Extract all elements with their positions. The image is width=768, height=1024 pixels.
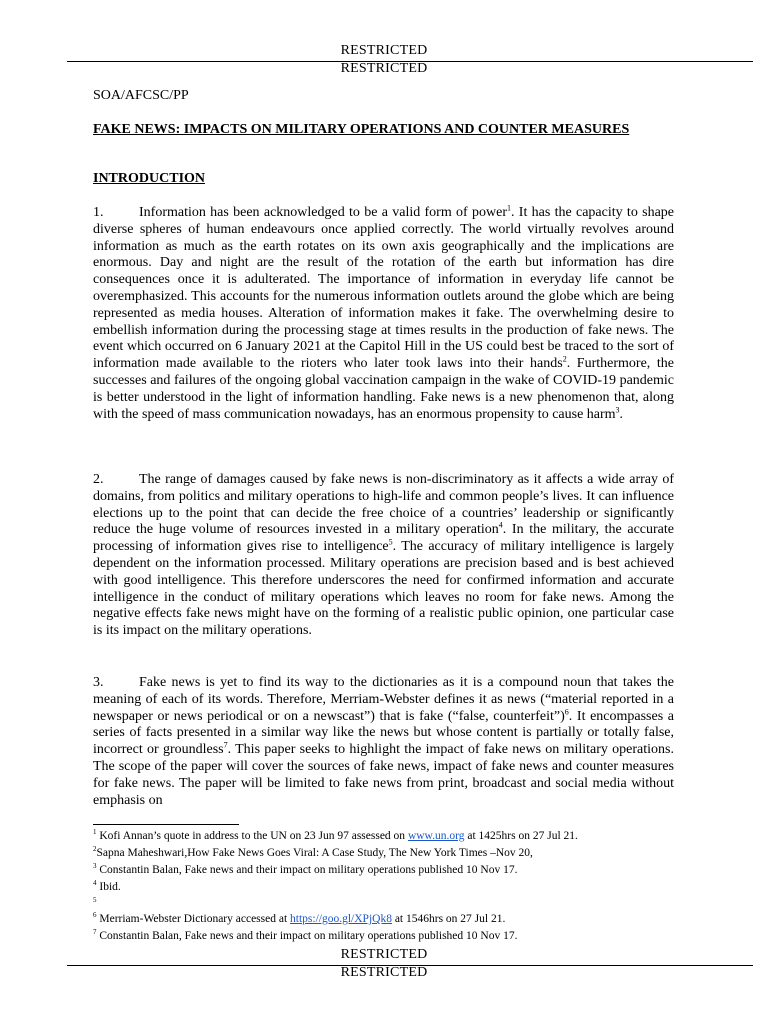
footnote-text: at 1546hrs on 27 Jul 21.: [391, 913, 506, 925]
footnote-6: [93, 911, 713, 928]
footnote-ref: 7: [223, 740, 228, 750]
footer-classification-top: RESTRICTED: [340, 947, 428, 962]
footnote-mark: 1: [93, 828, 97, 837]
paragraph-text: The range of damages caused by fake news is non-discriminatory as it affects a wide array of domains, from politics and military operations to high-life and common people’s lives. It can influence elections up to the point that can decide the free choice of a countries’ leadership or significantly reduce the huge volume of resources invested in a military operation: [93, 472, 674, 538]
footnote-mark: 7: [93, 928, 97, 937]
document-reference: SOA/AFCSC/PP: [93, 88, 189, 103]
footnote-mark: 3: [93, 862, 97, 871]
footnote-text: Kofi Annan’s quote in address to the UN on 23 Jun 97 assessed on: [99, 830, 408, 842]
footnote-ref: 1: [506, 203, 511, 213]
footnote-link[interactable]: www.un.org: [407, 830, 465, 842]
header-classification-top: RESTRICTED: [340, 43, 428, 58]
paragraph-text: Fake news is yet to find its way to the dictionaries as it is a compound noun that takes the meaning of each of its words. Therefore, Merriam-Webster defines it as news (“material reported in a newspaper or news periodical or on a newscast”) that is fake (“false, counterfeit”): [93, 675, 674, 724]
footnote-text: Sapna Maheshwari,How Fake News Goes Viral: A Case Study, The New York Times –Nov 20,: [96, 847, 533, 859]
footnote-text: at 1425hrs on 27 Jul 21.: [464, 830, 578, 842]
footnote-ref: 6: [564, 706, 569, 716]
footnote-ref: 5: [388, 537, 393, 547]
footnote-5: [93, 896, 713, 911]
footnote-separator: [93, 824, 239, 825]
footnote-2: [93, 845, 713, 862]
paragraph-text: . This paper seeks to highlight the impact of fake news on military operations. The scope of the paper will cover the sources of fake news, impact of fake news and counter measures for fake news. The paper will be limited to fake news from print, broadcast and social media without emphasis on: [93, 742, 674, 808]
paragraph-number: 2.: [93, 472, 104, 487]
paragraph-number: 1.: [93, 205, 104, 220]
footnote-ref: 4: [498, 520, 503, 530]
footnote-link[interactable]: https://goo.gl/XPjQk8: [290, 913, 392, 925]
paragraph-2: [93, 472, 674, 640]
paragraph-3: [93, 675, 674, 809]
paragraph-1: [93, 205, 674, 423]
paragraph-text: . Furthermore, the successes and failures of the ongoing global vaccination campaign in the wake of COVID-19 pandemic is better understood in the light of information handling. Fake news is a new phenomenon that, along with the speed of mass communication nowadays, has an enormous propensity to cause harm: [93, 356, 674, 422]
paragraph-text: . It encompasses a series of facts presented in a similar way like the news but whose content is partially or totally false, incorrect or groundless: [93, 708, 675, 758]
paragraph-text: . In the military, the accurate processing of information gives rise to intelligence: [93, 522, 675, 555]
footnote-ref: 3: [615, 404, 620, 414]
header-classification-second: RESTRICTED: [340, 61, 428, 76]
footnotes: [93, 828, 713, 945]
footnote-mark: 6: [93, 911, 97, 920]
footnote-text: Constantin Balan, Fake news and their impact on military operations published 10 Nov 17.: [99, 864, 518, 876]
paragraph-text: .: [619, 406, 624, 422]
footnote-mark: 5: [93, 896, 97, 905]
footnote-mark: 2: [93, 845, 97, 854]
footnote-text: Constantin Balan, Fake news and their impact on military operations published 10 Nov 17.: [99, 930, 518, 942]
footnote-3: [93, 862, 713, 879]
footnote-text: Merriam-Webster Dictionary accessed at: [99, 913, 291, 925]
footnote-4: [93, 879, 713, 896]
paragraph-number: 3.: [93, 675, 104, 690]
paragraph-text: . The accuracy of military intelligence is largely dependent on the information processed. Military operations are precision based and is best achieved with good intelligence. This therefore underscores the need for confirmed information and accurate intelligence in the conduct of military operations which leaves no room for fake news. Among the negative effects fake news might have on the forming of a realistic public opinion, one particular case is its impact on the military operations.: [93, 539, 675, 639]
document-title: FAKE NEWS: IMPACTS ON MILITARY OPERATIONS AND COUNTER MEASURES: [93, 122, 630, 137]
paragraph-text: . It has the capacity to shape diverse spheres of human endeavours once applied correctly. The world virtually revolves around information as much as the earth rotates on its own axis geographically and the implications are enormous. Day and night are the result of the rotation of the earth but information has dire consequences once it is adulterated. The importance of information in everyday life cannot be overemphasized. This accounts for the numerous information outlets around the globe which are being represented as media houses. Alteration of information makes it fake. The overwhelming desire to embellish information during the processing stage at times results in the production of fake news. The event which occurred on 6 January 2021 at the Capitol Hill in the US could best be traced to the sort of information made available to the rioters who later took laws into their hands: [93, 205, 674, 372]
footnote-ref: 2: [562, 354, 567, 364]
paragraph-text: Information has been acknowledged to be a valid form of power: [139, 205, 507, 220]
footnote-text: Ibid.: [99, 881, 121, 893]
section-heading: INTRODUCTION: [93, 171, 206, 186]
footer-classification-second: RESTRICTED: [340, 965, 428, 980]
footnote-7: [93, 928, 713, 945]
footnote-mark: 4: [93, 879, 97, 888]
footnote-1: [93, 828, 713, 845]
